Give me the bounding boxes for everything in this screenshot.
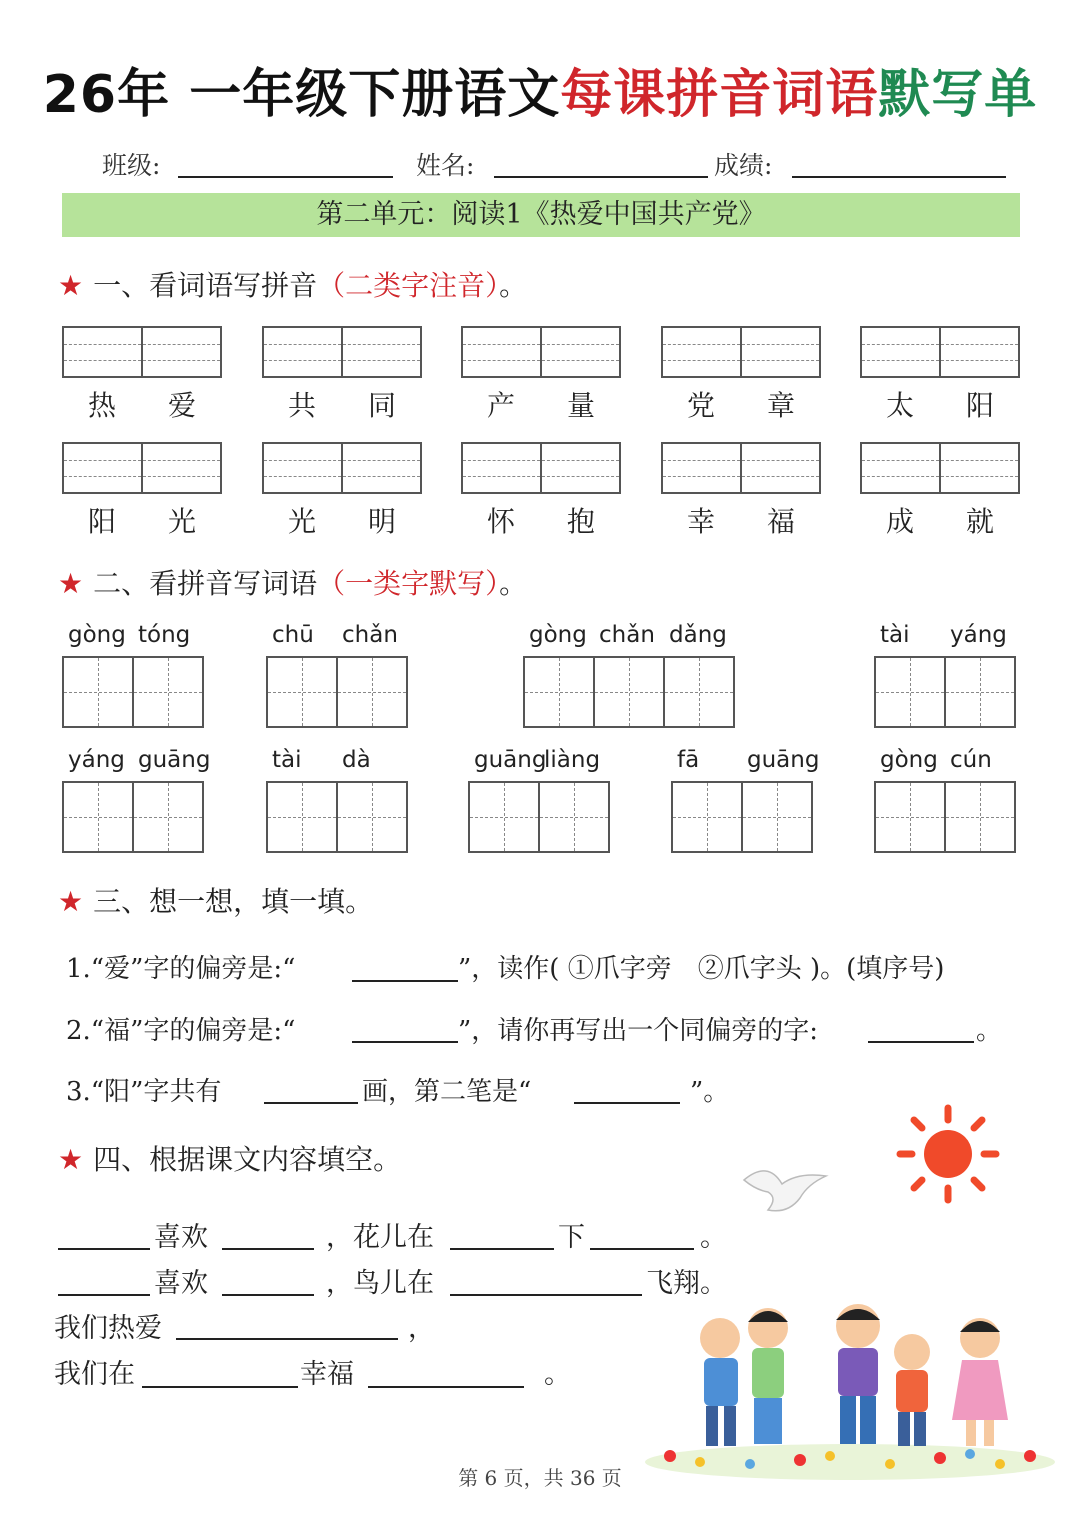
fill-l2-blank-1[interactable] — [58, 1294, 150, 1296]
q1-text-a: 1.“爱”字的偏旁是:“ — [66, 954, 296, 984]
word-char: 热 — [87, 389, 116, 422]
word-chars — [860, 384, 1020, 424]
unit-banner: 第二单元：阅读1《热爱中国共产党》 — [62, 193, 1020, 237]
fill-l1-blank-4[interactable] — [590, 1248, 694, 1250]
tianzige-cell[interactable] — [336, 781, 408, 853]
word-chars — [661, 384, 821, 424]
fill-l2-c: 飞翔。 — [646, 1268, 727, 1299]
pinyin-label: tài — [272, 747, 302, 773]
pinyin-label: guāng — [747, 747, 820, 773]
tianzige-cell[interactable] — [62, 656, 134, 728]
fill-l4-c: 。 — [544, 1359, 571, 1390]
pinyin-label: liàng — [544, 747, 601, 773]
pinyin-label: dà — [342, 747, 371, 773]
fill-l4-blank-1[interactable] — [142, 1386, 298, 1388]
tianzige-cell[interactable] — [663, 656, 735, 728]
q1-text-b: ”，读作( ①爪字旁 ②爪字头 )。(填序号) — [458, 954, 945, 984]
pinyin-write-box[interactable] — [860, 326, 1020, 378]
tianzige-cell[interactable] — [266, 656, 338, 728]
children-illustration — [640, 1280, 1060, 1480]
title-part1: 26年 一年级下册语文 — [42, 65, 561, 125]
pinyin-label: tóng — [138, 622, 191, 648]
fill-l1-a: 喜欢 — [154, 1222, 208, 1253]
score-label: 成绩: — [714, 151, 773, 180]
tianzige-cell[interactable] — [132, 656, 204, 728]
fill-l2-a: 喜欢 — [154, 1268, 208, 1299]
tianzige-cell[interactable] — [671, 781, 743, 853]
star-icon: ★ — [58, 567, 84, 600]
tianzige-cell[interactable] — [266, 781, 338, 853]
fill-l3-blank-1[interactable] — [176, 1338, 398, 1340]
fill-l3-a: 我们热爱 — [54, 1313, 162, 1344]
word-char: 爱 — [167, 389, 196, 422]
tianzige-cell[interactable] — [741, 781, 813, 853]
word-chars — [262, 500, 422, 540]
q2-text-c: 。 — [976, 1016, 1003, 1046]
tianzige-cell[interactable] — [874, 656, 946, 728]
fill-l4-blank-2[interactable] — [368, 1386, 524, 1388]
pinyin-label: chǎn — [599, 622, 655, 648]
fill-l4-a: 我们在 — [54, 1359, 135, 1390]
fill-l3-b: ， — [408, 1313, 435, 1344]
class-field[interactable] — [178, 176, 393, 178]
char-write-grid — [468, 781, 610, 853]
fill-l1-c: 下 — [558, 1222, 585, 1253]
char-write-grid — [266, 781, 408, 853]
fill-l2-blank-3[interactable] — [450, 1294, 642, 1296]
word-char: 阳 — [965, 389, 994, 422]
word-chars — [62, 500, 222, 540]
tianzige-cell[interactable] — [336, 656, 408, 728]
section2-heading: ★ 二、看拼音写词语（一类字默写）。 — [58, 567, 528, 600]
q2-text-a: 2.“福”字的偏旁是:“ — [66, 1016, 296, 1046]
name-field[interactable] — [494, 176, 708, 178]
q3-text-b: 画，第二笔是“ — [362, 1077, 532, 1107]
char-write-grid — [62, 781, 204, 853]
section4-heading: ★ 四、根据课文内容填空。 — [58, 1143, 402, 1176]
title-part3: 默写单 — [878, 65, 1038, 125]
q3-blank-2[interactable] — [574, 1102, 680, 1104]
tianzige-cell[interactable] — [944, 781, 1016, 853]
word-chars — [661, 500, 821, 540]
pinyin-label: guāng — [138, 747, 211, 773]
word-char: 就 — [965, 505, 994, 538]
pinyin-label: cún — [950, 747, 992, 773]
q3-text-c: ”。 — [690, 1077, 730, 1107]
tianzige-cell[interactable] — [468, 781, 540, 853]
word-char: 明 — [367, 505, 396, 538]
word-char: 量 — [566, 389, 595, 422]
char-write-grid — [523, 656, 735, 728]
word-char: 幸 — [686, 505, 715, 538]
fill-l1-d: 。 — [700, 1222, 727, 1253]
tianzige-cell[interactable] — [593, 656, 665, 728]
pinyin-write-box[interactable] — [661, 442, 821, 494]
name-label: 姓名: — [416, 151, 475, 180]
star-icon: ★ — [58, 1143, 84, 1176]
tianzige-cell[interactable] — [538, 781, 610, 853]
pinyin-write-box[interactable] — [62, 326, 222, 378]
score-field[interactable] — [792, 176, 1006, 178]
pinyin-label: tài — [880, 622, 910, 648]
char-write-grid — [62, 656, 204, 728]
pinyin-label: gòng — [68, 622, 126, 648]
word-char: 党 — [686, 389, 715, 422]
q2-blank-2[interactable] — [868, 1041, 974, 1043]
q2-blank-1[interactable] — [352, 1041, 458, 1043]
pinyin-label: gòng — [529, 622, 587, 648]
pinyin-write-box[interactable] — [262, 442, 422, 494]
fill-l1-blank-2[interactable] — [222, 1248, 314, 1250]
word-char: 成 — [885, 505, 914, 538]
page-title — [0, 52, 1080, 127]
pinyin-label: yáng — [950, 622, 1007, 648]
q3-text-a: 3.“阳”字共有 — [66, 1077, 222, 1107]
star-icon: ★ — [58, 269, 84, 302]
pinyin-label: guāng — [474, 747, 547, 773]
fill-l4-b: 幸福 — [300, 1359, 354, 1390]
star-icon: ★ — [58, 885, 84, 918]
word-chars — [461, 384, 621, 424]
word-chars — [62, 384, 222, 424]
word-char: 产 — [486, 389, 515, 422]
pinyin-write-box[interactable] — [860, 442, 1020, 494]
word-char: 同 — [367, 389, 396, 422]
char-write-grid — [266, 656, 408, 728]
sun-icon — [890, 1098, 1010, 1208]
pinyin-write-box[interactable] — [62, 442, 222, 494]
word-char: 太 — [885, 389, 914, 422]
section1-heading: ★ 一、看词语写拼音（二类字注音）。 — [58, 269, 528, 302]
dove-icon — [738, 1150, 830, 1226]
char-write-grid — [671, 781, 813, 853]
pinyin-write-box[interactable] — [661, 326, 821, 378]
pinyin-label: chū — [272, 622, 314, 648]
tianzige-cell[interactable] — [523, 656, 595, 728]
fill-l1-b: ，花儿在 — [326, 1222, 434, 1253]
tianzige-cell[interactable] — [874, 781, 946, 853]
word-chars — [461, 500, 621, 540]
pinyin-write-box[interactable] — [461, 442, 621, 494]
fill-l2-b: ，鸟儿在 — [326, 1268, 434, 1299]
fill-l2-blank-2[interactable] — [222, 1294, 314, 1296]
char-write-grid — [874, 656, 1016, 728]
fill-l1-blank-3[interactable] — [450, 1248, 554, 1250]
pinyin-write-box[interactable] — [262, 326, 422, 378]
pinyin-label: dǎng — [669, 622, 727, 648]
word-chars — [262, 384, 422, 424]
pinyin-label: chǎn — [342, 622, 398, 648]
word-char: 章 — [766, 389, 795, 422]
word-char: 福 — [766, 505, 795, 538]
word-char: 光 — [287, 505, 316, 538]
q1-blank[interactable] — [352, 980, 458, 982]
class-label: 班级: — [102, 151, 161, 180]
section3-heading: ★ 三、想一想，填一填。 — [58, 885, 374, 918]
word-char: 怀 — [486, 505, 515, 538]
fill-l1-blank-1[interactable] — [58, 1248, 150, 1250]
title-part2: 每课拼音词语 — [560, 65, 879, 125]
page-footer: 第 6 页，共 36 页 — [458, 1466, 622, 1490]
word-char: 光 — [167, 505, 196, 538]
pinyin-label: yáng — [68, 747, 125, 773]
q2-text-b: ”，请你再写出一个同偏旁的字: — [458, 1016, 819, 1046]
pinyin-label: gòng — [880, 747, 938, 773]
q3-blank-1[interactable] — [264, 1102, 358, 1104]
tianzige-cell[interactable] — [62, 781, 134, 853]
pinyin-label: fā — [677, 747, 700, 773]
char-write-grid — [874, 781, 1016, 853]
tianzige-cell[interactable] — [944, 656, 1016, 728]
pinyin-write-box[interactable] — [461, 326, 621, 378]
word-char: 共 — [287, 389, 316, 422]
word-char: 抱 — [566, 505, 595, 538]
tianzige-cell[interactable] — [132, 781, 204, 853]
word-chars — [860, 500, 1020, 540]
word-char: 阳 — [87, 505, 116, 538]
